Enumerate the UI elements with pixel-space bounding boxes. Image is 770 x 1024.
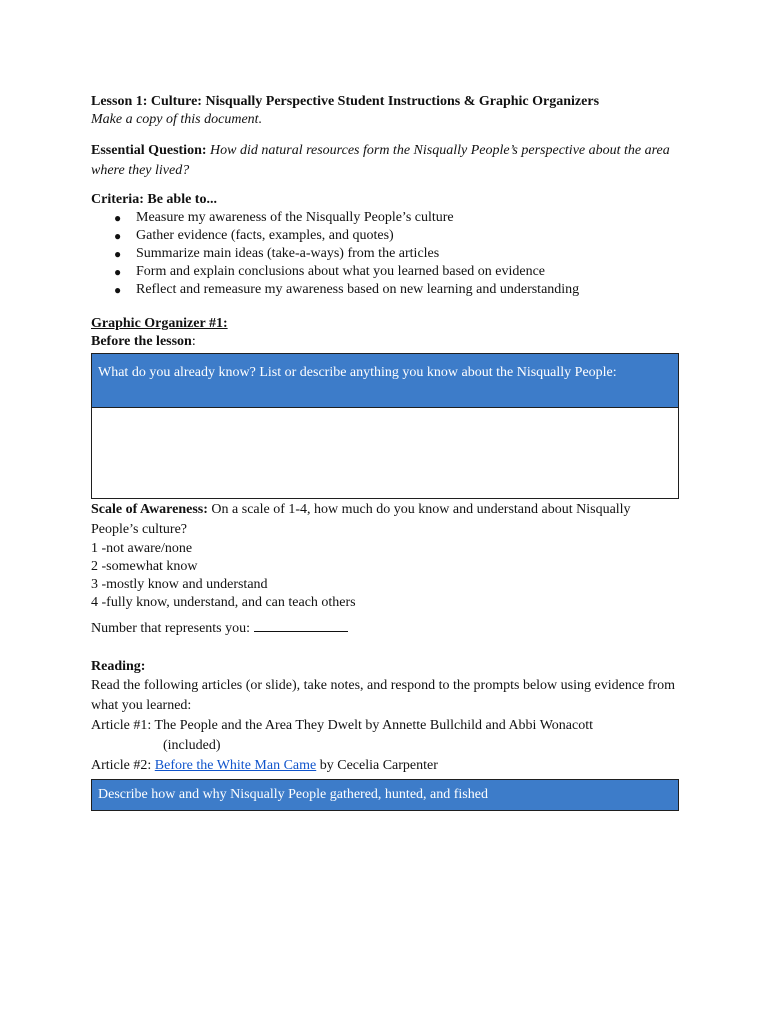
article-1: Article #1: The People and the Area They Dwelt by Annette Bullchild and Abbi Wonacott	[91, 718, 593, 733]
scale-text: On a scale of 1-4, how much do you know and understand about Nisqually People’s culture?	[91, 502, 631, 537]
article-2-link[interactable]: Before the White Man Came	[154, 758, 317, 773]
before-lesson-heading: Before the lesson:	[91, 334, 196, 349]
prior-knowledge-answer-cell[interactable]	[92, 408, 678, 498]
number-blank[interactable]	[254, 618, 348, 632]
number-label: Number that represents you:	[91, 621, 251, 636]
criteria-title: Criteria: Be able to...	[91, 192, 217, 207]
scale-item: 2 -somewhat know	[91, 559, 198, 574]
copy-instruction: Make a copy of this document.	[91, 112, 263, 127]
list-item: ● Summarize main ideas (take-a-ways) from the articles	[114, 246, 440, 261]
scale-label: Scale of Awareness:	[91, 502, 208, 517]
scale-item: 4 -fully know, understand, and can teach others	[91, 595, 356, 610]
bullet-icon: ●	[114, 211, 122, 225]
article-2: Article #2: Before the White Man Came by Cecelia Carpenter	[91, 758, 438, 773]
scale-item: 3 -mostly know and understand	[91, 577, 268, 592]
document-page	[91, 93, 681, 811]
bullet-icon: ●	[114, 265, 122, 279]
scale-item: 1 -not aware/none	[91, 541, 193, 556]
document-title: Lesson 1: Culture: Nisqually Perspective Student Instructions & Graphic Organizers	[91, 94, 600, 109]
scale-of-awareness	[91, 500, 681, 540]
bullet-icon: ●	[114, 283, 122, 297]
graphic-organizer-title: Graphic Organizer #1:	[91, 316, 228, 331]
reading-title: Reading:	[91, 659, 146, 674]
prior-knowledge-table	[91, 353, 679, 499]
gathering-prompt-table	[91, 779, 679, 811]
article-1-note: (included)	[163, 738, 221, 753]
essential-question	[91, 141, 681, 181]
criteria-list	[91, 209, 681, 299]
list-item: ● Form and explain conclusions about what you learned based on evidence	[114, 264, 545, 279]
essential-question-label: Essential Question:	[91, 143, 207, 158]
reading-instructions: Read the following articles (or slide), take notes, and respond to the prompts below using evidence from what you learned:	[91, 678, 675, 713]
list-item: ● Gather evidence (facts, examples, and quotes)	[114, 228, 394, 243]
essential-question-text: How did natural resources form the Nisqually People’s perspective about the area where they lived?	[91, 143, 670, 178]
prior-knowledge-prompt: What do you already know? List or describe anything you know about the Nisqually People:	[92, 354, 678, 408]
gathering-prompt: Describe how and why Nisqually People gathered, hunted, and fished	[92, 780, 678, 810]
list-item: ● Reflect and remeasure my awareness based on new learning and understanding	[114, 282, 580, 297]
number-row	[91, 618, 681, 638]
bullet-icon: ●	[114, 229, 122, 243]
list-item: ● Measure my awareness of the Nisqually People’s culture	[114, 210, 454, 225]
bullet-icon: ●	[114, 247, 122, 261]
